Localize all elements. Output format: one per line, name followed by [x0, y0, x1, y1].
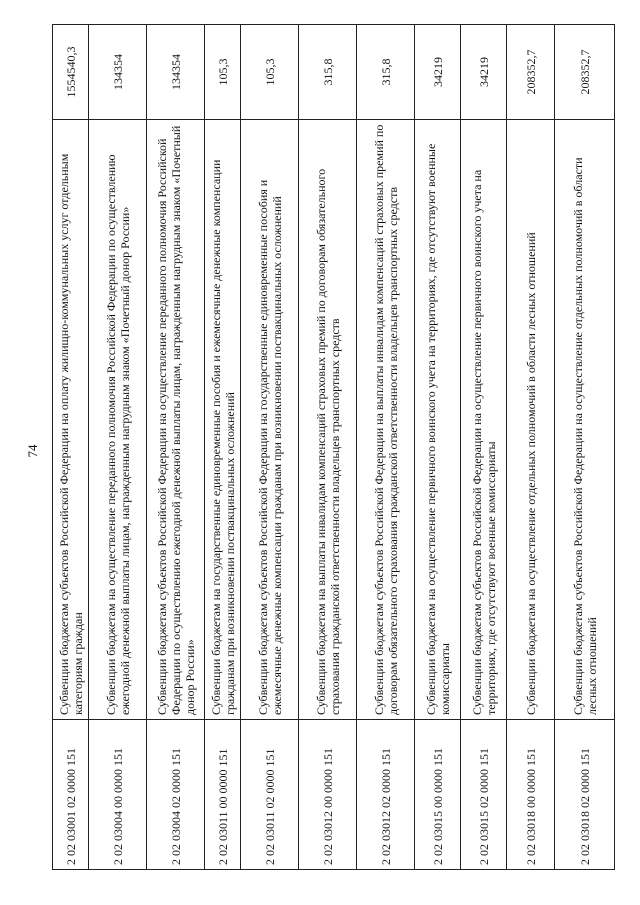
- table-row: [415, 25, 461, 870]
- budget-code-cell: 2 02 03012 02 0000 151: [357, 720, 415, 870]
- budget-code-cell: 2 02 03011 00 0000 151: [205, 720, 241, 870]
- budget-code-cell: 2 02 03004 00 0000 151: [89, 720, 147, 870]
- table-row: [147, 25, 205, 870]
- description-cell: Субвенции бюджетам на осуществление отдельных полномочий в области лесных отношений: [507, 120, 555, 720]
- amount-cell: 34219: [415, 25, 461, 120]
- amount-cell: 105,3: [241, 25, 299, 120]
- description-cell: Субвенции бюджетам на выплаты инвалидам компенсаций страховых премий по договорам обязательного страхования гражданской ответственности владельцев транспортных средств: [299, 120, 357, 720]
- rotated-table-container: [52, 25, 615, 870]
- table-row: [53, 25, 89, 870]
- description-cell: Субвенции бюджетам на государственные единовременные пособия и ежемесячные денежные компенсации гражданам при возникновении поствакцинальных осложнений: [205, 120, 241, 720]
- amount-cell: 105,3: [205, 25, 241, 120]
- table-row: [299, 25, 357, 870]
- description-cell: Субвенции бюджетам субъектов Российской Федерации на осуществление первичного воинского учета на территориях, где отсутствуют военные комиссариаты: [461, 120, 507, 720]
- amount-cell: 315,8: [299, 25, 357, 120]
- description-cell: Субвенции бюджетам на осуществление переданного полномочия Российской Федерации по осуществлению ежегодной денежной выплаты лицам, награжденным нагрудным знаком «Почетный донор России»: [89, 120, 147, 720]
- table-rotation-frame: [52, 25, 615, 870]
- description-cell: Субвенции бюджетам субъектов Российской Федерации на осуществление отдельных полномочий в области лесных отношений: [555, 120, 615, 720]
- budget-code-cell: 2 02 03015 02 0000 151: [461, 720, 507, 870]
- budget-code-cell: 2 02 03015 00 0000 151: [415, 720, 461, 870]
- description-cell: Субвенции бюджетам субъектов Российской Федерации на оплату жилищно-коммунальных услуг отдельным категориям граждан: [53, 120, 89, 720]
- budget-code-cell: 2 02 03012 00 0000 151: [299, 720, 357, 870]
- amount-cell: 34219: [461, 25, 507, 120]
- budget-table-body: [53, 25, 615, 870]
- table-row: [507, 25, 555, 870]
- table-row: [241, 25, 299, 870]
- description-cell: Субвенции бюджетам субъектов Российской Федерации на государственные единовременные пособия и ежемесячные денежные компенсации гражданам при возникновении поствакцинальных осложнений: [241, 120, 299, 720]
- table-row: [555, 25, 615, 870]
- table-row: [205, 25, 241, 870]
- table-row: [89, 25, 147, 870]
- description-cell: Субвенции бюджетам субъектов Российской Федерации на выплаты инвалидам компенсаций страховых премий по договорам обязательного страхования гражданской ответственности владельцев транспортных средств: [357, 120, 415, 720]
- budget-code-cell: 2 02 03001 02 0000 151: [53, 720, 89, 870]
- table-row: [461, 25, 507, 870]
- budget-code-cell: 2 02 03011 02 0000 151: [241, 720, 299, 870]
- amount-cell: 208352,7: [555, 25, 615, 120]
- budget-table: [52, 24, 615, 870]
- budget-code-cell: 2 02 03004 02 0000 151: [147, 720, 205, 870]
- budget-code-cell: 2 02 03018 02 0000 151: [555, 720, 615, 870]
- amount-cell: 134354: [89, 25, 147, 120]
- page-number: 74: [25, 444, 40, 458]
- amount-cell: 1554540,3: [53, 25, 89, 120]
- budget-code-cell: 2 02 03018 00 0000 151: [507, 720, 555, 870]
- description-cell: Субвенции бюджетам субъектов Российской Федерации на осуществление переданного полномочия Российской Федерации по осуществлению ежегодной денежной выплаты лицам, награжденным нагрудным знаком «Почетный донор России»: [147, 120, 205, 720]
- table-row: [357, 25, 415, 870]
- amount-cell: 315,8: [357, 25, 415, 120]
- amount-cell: 134354: [147, 25, 205, 120]
- amount-cell: 208352,7: [507, 25, 555, 120]
- description-cell: Субвенции бюджетам на осуществление первичного воинского учета на территориях, где отсутствуют военные комиссариаты: [415, 120, 461, 720]
